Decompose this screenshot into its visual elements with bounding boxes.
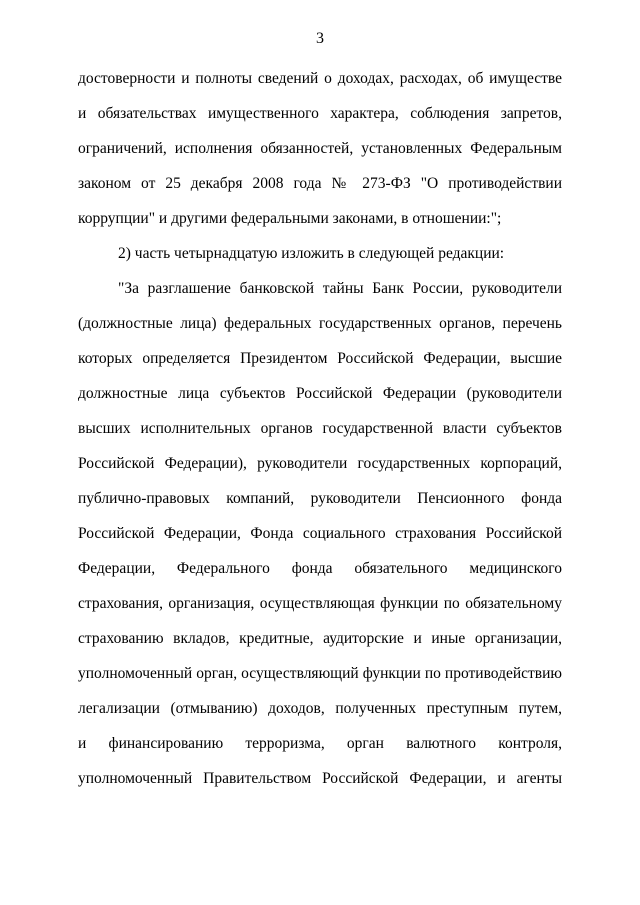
text-line: уполномоченный орган, осуществляющий функции по противодействию	[78, 665, 562, 682]
text-line: легализации (отмыванию) доходов, полученных преступным путем,	[78, 700, 562, 717]
text-line: высших исполнительных органов государственной власти субъектов	[78, 420, 562, 437]
text-line: достоверности и полноты сведений о доходах, расходах, об имуществе	[78, 70, 562, 87]
text-line: уполномоченный Правительством Российской Федерации, и агенты	[78, 770, 562, 787]
text-line: Федерации, Федерального фонда обязательного медицинского	[78, 560, 562, 577]
text-line: и обязательствах имущественного характера, соблюдения запретов,	[78, 105, 562, 122]
text-line: (должностные лица) федеральных государственных органов, перечень	[78, 315, 562, 332]
text-line: страхованию вкладов, кредитные, аудиторские и иные организации,	[78, 630, 562, 647]
text-line: коррупции" и другими федеральными законами, в отношении:";	[78, 210, 502, 227]
text-line: и финансированию терроризма, орган валютного контроля,	[78, 735, 562, 752]
text-line: "За разглашение банковской тайны Банк России, руководители	[118, 280, 562, 297]
text-line: которых определяется Президентом Российской Федерации, высшие	[78, 350, 562, 367]
text-line: законом от 25 декабря 2008 года № 273-ФЗ "О противодействии	[78, 175, 562, 192]
text-line: публично-правовых компаний, руководители Пенсионного фонда	[78, 490, 562, 507]
text-line: 2) часть четырнадцатую изложить в следующей редакции:	[118, 245, 505, 262]
text-line: Российской Федерации, Фонда социального страхования Российской	[78, 525, 562, 542]
text-line: страхования, организация, осуществляющая функции по обязательному	[78, 595, 562, 612]
text-line: должностные лица субъектов Российской Федерации (руководители	[78, 385, 562, 402]
text-line: ограничений, исполнения обязанностей, установленных Федеральным	[78, 140, 562, 157]
text-line: Российской Федерации), руководители государственных корпораций,	[78, 455, 562, 472]
page-number: 3	[316, 30, 324, 47]
